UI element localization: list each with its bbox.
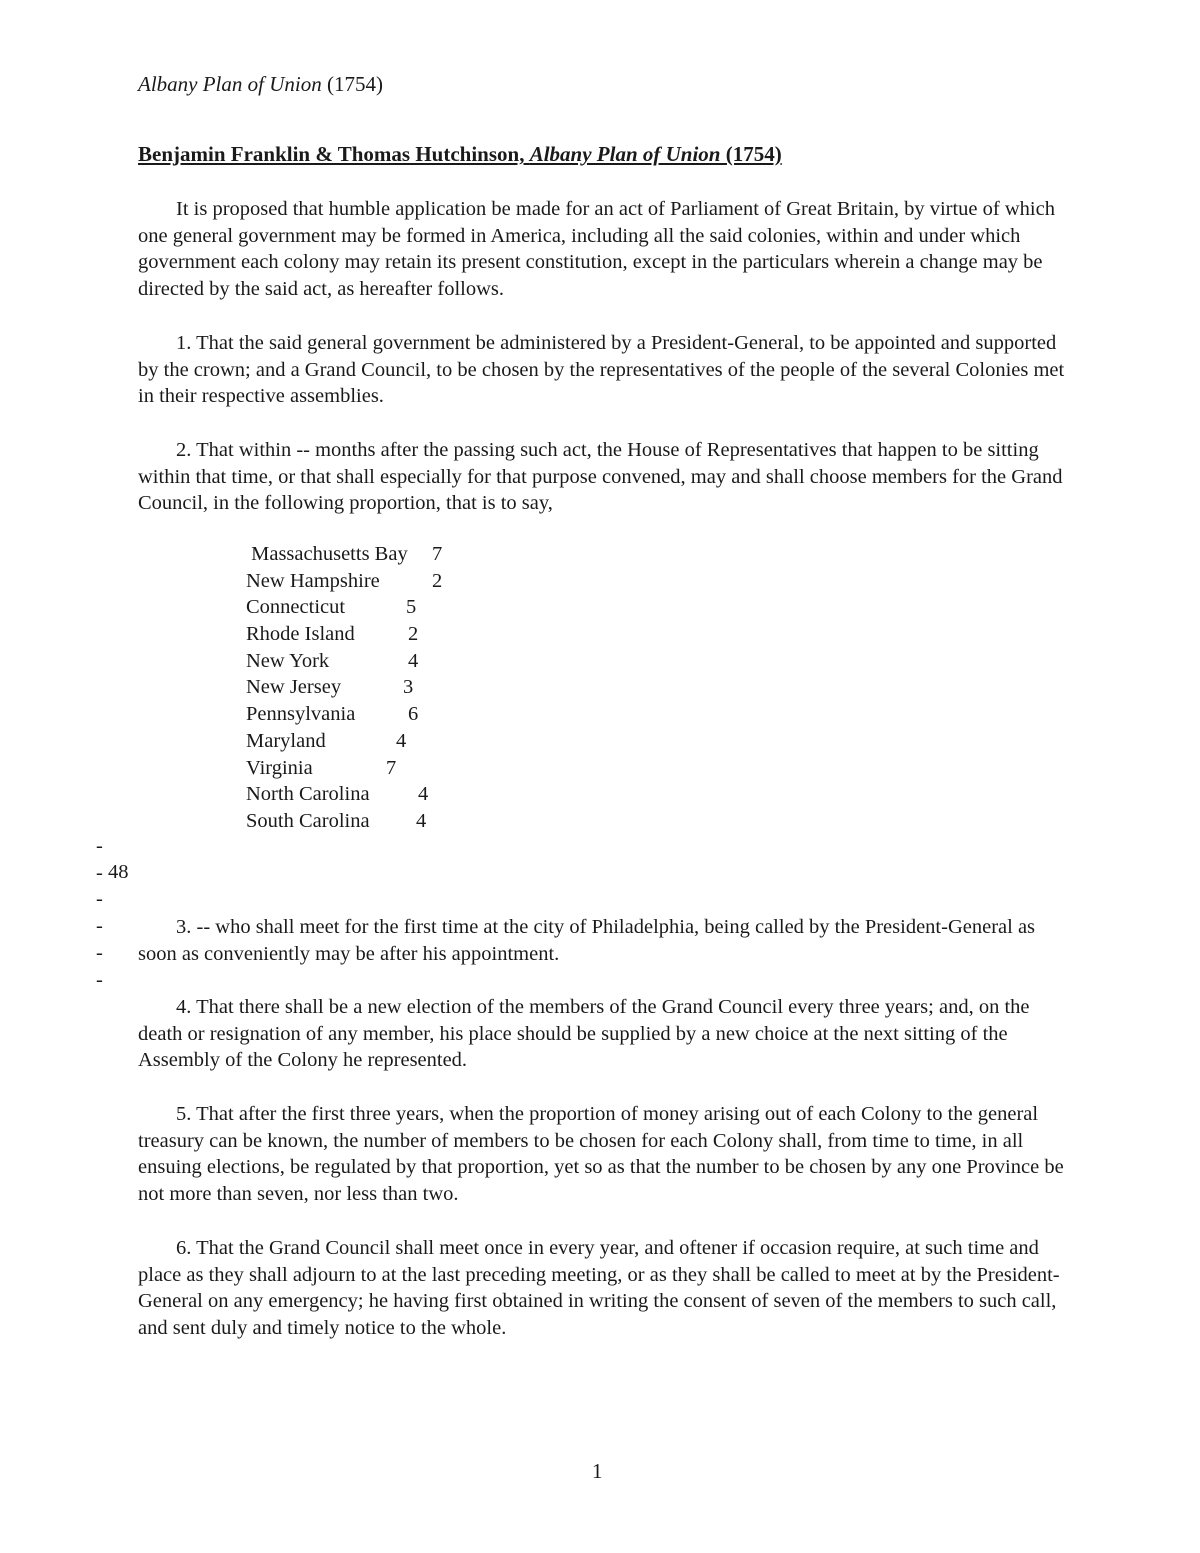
colony-name: New Hampshire — [246, 569, 380, 592]
total-value: 48 — [108, 861, 129, 883]
paragraph-4 — [138, 994, 1068, 1074]
colony-member-count: 2 — [432, 569, 443, 592]
paragraph-6-text: 6. That the Grand Council shall meet once in every year, and oftener if occasion require, at such time and place as they shall adjourn to at the last preceding meeting, or as they shall be called to meet at by the President-General on any emergency; he having first obtained in writing the consent of seven of the members to such call, and sent duly and timely notice to the whole. — [138, 1237, 1060, 1340]
colony-name: South Carolina — [246, 809, 370, 832]
paragraph-3 — [138, 914, 1068, 967]
running-header-year: (1754) — [326, 72, 383, 96]
colony-name: New York — [246, 649, 330, 672]
colony-name: New Jersey — [246, 676, 342, 699]
colony-member-count: 6 — [408, 703, 419, 726]
colony-name: Maryland — [246, 729, 326, 752]
paragraph-5 — [138, 1101, 1068, 1208]
paragraph-3-text: 3. -- who shall meet for the first time at the city of Philadelphia, being called by the President-General as soon as conveniently may be after his appointment. — [138, 916, 1036, 965]
paragraph-2 — [138, 437, 1068, 517]
colony-name: Connecticut — [246, 596, 346, 619]
colony-member-count: 7 — [386, 756, 397, 779]
colony-name: Virginia — [246, 756, 313, 779]
total-rule: ------ — [96, 835, 103, 991]
colony-member-count: 4 — [396, 729, 407, 752]
document-title — [138, 140, 782, 168]
colony-name: Rhode Island — [246, 623, 355, 646]
colony-member-count: 4 — [416, 809, 427, 832]
colony-member-count: 4 — [408, 649, 419, 672]
paragraph-4-text: 4. That there shall be a new election of the members of the Grand Council every three years; and, on the death or resignation of any member, his place should be supplied by a new choice at the next sitting of the Assembly of the Colony he represented. — [138, 996, 1030, 1072]
colony-member-count: 3 — [403, 676, 414, 699]
paragraph-1-text: 1. That the said general government be administered by a President-General, to be appointed and supported by the crown; and a Grand Council, to be chosen by the representatives of the people of the several Colonies met in their respective assemblies. — [138, 332, 1065, 408]
colony-member-count: 7 — [432, 543, 443, 565]
colony-member-count: 5 — [406, 596, 417, 619]
page-number: 1 — [592, 1459, 603, 1483]
colony-name: Pennsylvania — [246, 703, 356, 726]
title-year: (1754) — [720, 142, 782, 166]
paragraph-1 — [138, 330, 1068, 410]
colony-member-count: 4 — [418, 783, 429, 806]
colony-name: Massachusetts Bay — [246, 543, 408, 565]
paragraph-intro-text: It is proposed that humble application be made for an act of Parliament of Great Britain, by virtue of which one general government may be formed in America, including all the said colonies, within and under which government each colony may retain its present constitution, except in the particulars wherein a change may be directed by the said act, as hereafter follows. — [138, 198, 1055, 301]
running-header — [138, 70, 383, 98]
title-work: Albany Plan of Union — [529, 142, 721, 166]
colony-member-count: 2 — [408, 623, 419, 646]
paragraph-6 — [138, 1235, 1068, 1342]
title-authors: Benjamin Franklin & Thomas Hutchinson, — [138, 142, 530, 166]
paragraph-5-text: 5. That after the first three years, when the proportion of money arising out of each Colony to the general treasury can be known, the number of members to be chosen for each Colony shall, from time to time, in all ensuing elections, be regulated by that proportion, yet so as that the number to be chosen by any one Province be not more than seven, nor less than two. — [138, 1103, 1064, 1206]
colony-name: North Carolina — [246, 783, 370, 806]
running-header-title: Albany Plan of Union — [138, 72, 322, 96]
paragraph-2-text: 2. That within -- months after the passing such act, the House of Representatives that happen to be sitting within that time, or that shall especially for that purpose convened, may and shall choose members for the Grand Council, in the following proportion, that is to say, — [138, 439, 1063, 515]
paragraph-intro — [138, 196, 1068, 303]
